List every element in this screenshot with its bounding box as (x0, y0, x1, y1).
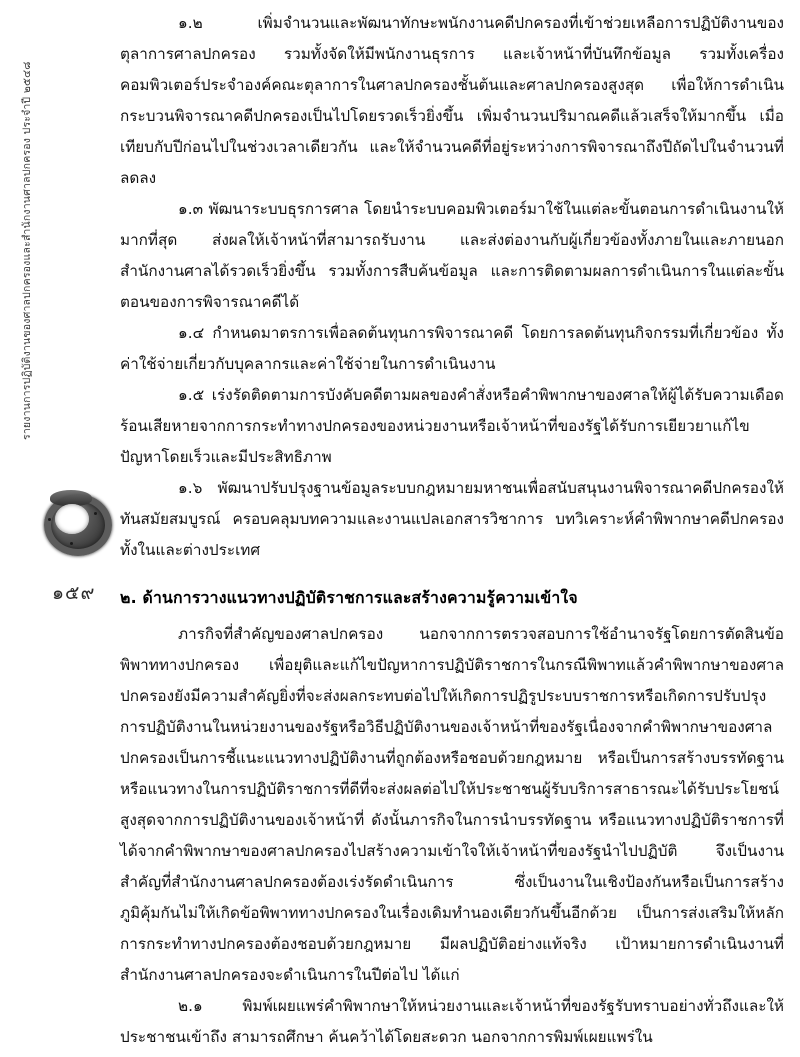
running-head-text: รายงานการปฏิบัติงานของศาลปกครองและสำนักงานศาลปกครอง ประจำปี ๒๕๔๘ (21, 61, 33, 440)
section-heading-2: ๒. ด้านการวางแนวทางปฏิบัติราชการและสร้างความรู้ความเข้าใจ (120, 588, 578, 607)
body-text-column (120, 8, 784, 1053)
ring-seal-icon (40, 488, 106, 550)
paragraph-item-2-1: ๒.๑ พิมพ์เผยแพร่คำพิพากษาให้หน่วยงานและเจ้าหน้าที่ของรัฐรับทราบอย่างทั่วถึงและให้ประชาชนเข้าถึง สามารถศึกษา ค้นคว้าได้โดยสะดวก นอกจากการพิมพ์เผยแพร่ใน (120, 997, 784, 1046)
seal-speck (94, 512, 97, 515)
seal-speck (70, 542, 73, 545)
page-number: ๑๕๙ (52, 582, 96, 604)
seal-speck (48, 518, 51, 521)
seal-ring-inner (55, 504, 89, 534)
paragraph-item-1-2: ๑.๒ เพิ่มจำนวนและพัฒนาทักษะพนักงานคดีปกครองที่เข้าช่วยเหลือการปฏิบัติงานของตุลาการศาลปกครอง รวมทั้งจัดให้มีพนักงานธุรการ และเจ้าหน้าที่บันทึกข้อมูล รวมทั้งเครื่องคอมพิวเตอร์ประจำองค์คณะตุลาการในศาลปกครองชั้นต้นและศาลปกครองสูงสุด เพื่อให้การดำเนินกระบวนพิจารณาคดีปกครองเป็นไปโดยรวดเร็วยิ่งขึ้น เพิ่มจำนวนปริมาณคดีแล้วเสร็จให้มากขึ้น เมื่อเทียบกับปีก่อนไปในช่วงเวลาเดียวกัน และให้จำนวนคดีที่อยู่ระหว่างการพิจารณาถึงปีถัดไปในจำนวนที่ลดลง (120, 14, 784, 187)
paragraph-section-2-intro: ภารกิจที่สำคัญของศาลปกครอง นอกจากการตรวจสอบการใช้อำนาจรัฐโดยการตัดสินข้อพิพาททางปกครอง เพื่อยุติและแก้ไขปัญหาการปฏิบัติราชการในกรณีพิพาทแล้วคำพิพากษาของศาลปกครองยังมีความสำคัญยิ่งที่จะส่งผลกระทบต่อไปให้เกิดการปฏิรูประบบราชการหรือเกิดการปรับปรุงการปฏิบัติงานในหน่วยงานของรัฐหรือวิธีปฏิบัติงานของเจ้าหน้าที่ของรัฐเนื่องจากคำพิพากษาของศาลปกครองเป็นการชี้แนะแนวทางปฏิบัติงานที่ถูกต้องหรือชอบด้วยกฎหมาย หรือเป็นการสร้างบรรทัดฐานหรือแนวทางในการปฏิบัติราชการที่ดีที่จะส่งผลต่อไปให้ประชาชนผู้รับบริการสาธารณะได้รับประโยชน์สูงสุดจากการปฏิบัติงานของเจ้าหน้าที่ ดังนั้นภารกิจในการนำบรรทัดฐาน หรือแนวทางปฏิบัติราชการที่ได้จากคำพิพากษาของศาลปกครองไปสร้างความเข้าใจให้เจ้าหน้าที่ของรัฐนำไปปฏิบัติ จึงเป็นงานสำคัญที่สำนักงานศาลปกครองต้องเร่งรัดดำเนินการ ซึ่งเป็นงานในเชิงป้องกันหรือเป็นการสร้างภูมิคุ้มกันไม่ให้เกิดข้อพิพาททางปกครองในเรื่องเดิมทำนองเดียวกันขึ้นอีกด้วย เป็นการส่งเสริมให้หลักการกระทำทางปกครองต้องชอบด้วยกฎหมาย มีผลปฏิบัติอย่างแท้จริง เป้าหมายการดำเนินงานที่สำนักงานศาลปกครองจะดำเนินการในปีต่อไป ได้แก่ (120, 625, 784, 984)
running-head (18, 0, 35, 440)
paragraph-item-1-6: ๑.๖ พัฒนาปรับปรุงฐานข้อมูลระบบกฎหมายมหาชนเพื่อสนับสนุนงานพิจารณาคดีปกครองให้ทันสมัยสมบูรณ์ ครอบคลุมบทความและงานแปลเอกสารวิชาการ บทวิเคราะห์คำพิพากษาคดีปกครองทั้งในและต่างประเทศ (120, 479, 784, 559)
paragraph-item-1-5: ๑.๕ เร่งรัดติดตามการบังคับคดีตามผลของคำสั่งหรือคำพิพากษาของศาลให้ผู้ได้รับความเดือดร้อนเสียหายจากการกระทำทางปกครองของหน่วยงานหรือเจ้าหน้าที่ของรัฐได้รับการเยียวยาแก้ไขปัญหาโดยเร็วและมีประสิทธิภาพ (120, 386, 784, 466)
paragraph-item-1-3: ๑.๓ พัฒนาระบบธุรการศาล โดยนำระบบคอมพิวเตอร์มาใช้ในแต่ละขั้นตอนการดำเนินงานให้มากที่สุด ส่งผลให้เจ้าหน้าที่สามารถรับงาน และส่งต่องานกับผู้เกี่ยวข้องทั้งภายในและภายนอกสำนักงานศาลได้รวดเร็วยิ่งขึ้น รวมทั้งการสืบค้นข้อมูล และการติดตามผลการดำเนินการในแต่ละขั้นตอนของการพิจารณาคดีได้ (120, 200, 784, 311)
paragraph-item-1-4: ๑.๔ กำหนดมาตรการเพื่อลดต้นทุนการพิจารณาคดี โดยการลดต้นทุนกิจกรรมที่เกี่ยวข้อง ทั้งค่าใช้จ่ายเกี่ยวกับบุคลากรและค่าใช้จ่ายในการดำเนินงาน (120, 324, 784, 373)
